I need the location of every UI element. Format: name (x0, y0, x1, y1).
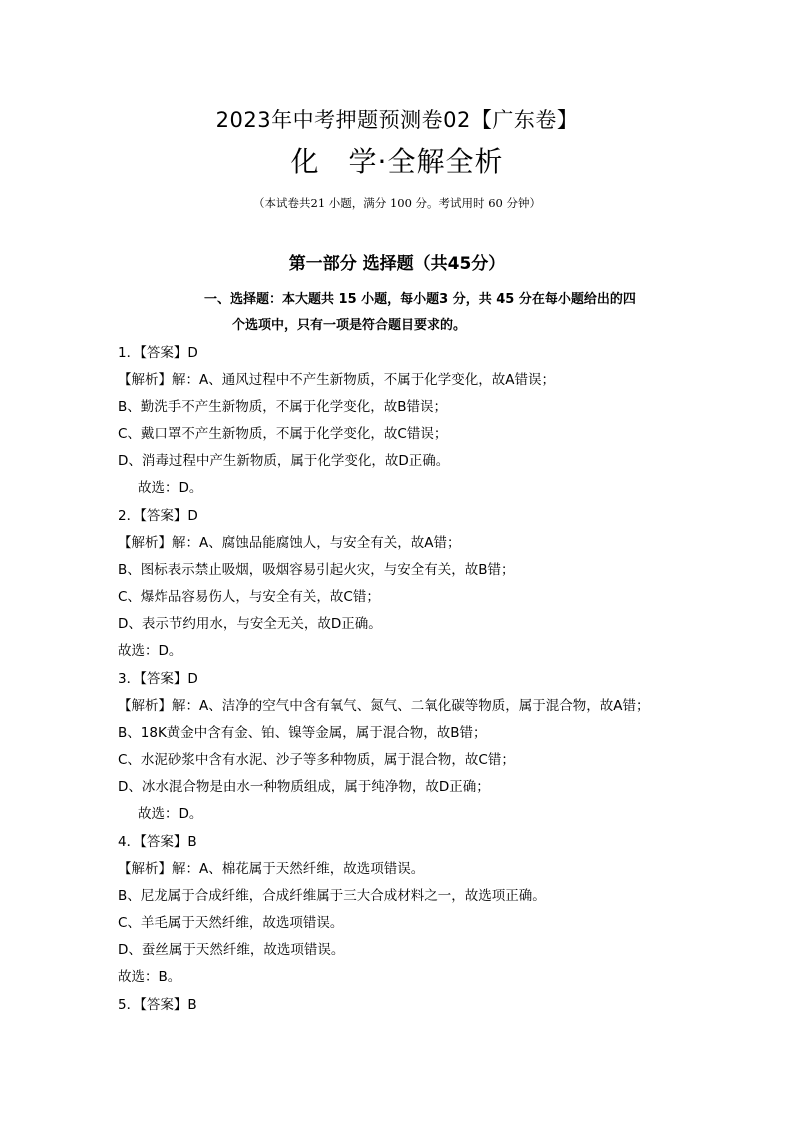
analysis-line: B、勤洗手不产生新物质，不属于化学变化，故B错误； (118, 399, 448, 415)
answer-line: 5．【答案】B (118, 997, 197, 1013)
choice-line: 故选：B。 (118, 969, 182, 985)
analysis-line: D、消毒过程中产生新物质，属于化学变化，故D正确。 (118, 453, 450, 469)
choice-line: 故选：D。 (138, 480, 203, 496)
answer-line: 4．【答案】B (118, 834, 197, 850)
exam-note: （本试卷共21 小题，满分 100 分。考试用时 60 分钟） (253, 196, 541, 210)
analysis-line: D、蚕丝属于天然纤维，故选项错误。 (118, 942, 345, 958)
page-subtitle: 化 学·全解全析 (290, 145, 504, 178)
analysis-line: 【解析】解：A、腐蚀品能腐蚀人，与安全有关，故A错； (118, 535, 461, 551)
analysis-line: C、爆炸品容易伤人，与安全有关，故C错； (118, 589, 380, 605)
analysis-line: B、图标表示禁止吸烟，吸烟容易引起火灾，与安全有关，故B错； (118, 562, 515, 578)
analysis-line: 【解析】解：A、棉花属于天然纤维，故选项错误。 (118, 861, 425, 877)
analysis-line: C、水泥砂浆中含有水泥、沙子等多种物质，属于混合物，故C错； (118, 752, 515, 768)
analysis-line: 【解析】解：A、通风过程中不产生新物质，不属于化学变化，故A错误； (118, 372, 555, 388)
answer-line: 3．【答案】D (118, 671, 198, 687)
answer-line: 1．【答案】D (118, 345, 198, 361)
analysis-line: D、表示节约用水，与安全无关，故D正确。 (118, 616, 382, 632)
choice-line: 故选：D。 (138, 806, 203, 822)
analysis-line: D、冰水混合物是由水一种物质组成，属于纯净物，故D正确； (118, 779, 490, 795)
page-title: 2023年中考押题预测卷02【广东卷】 (215, 108, 579, 132)
analysis-line: 【解析】解：A、洁净的空气中含有氧气、氮气、二氧化碳等物质，属于混合物，故A错； (118, 698, 650, 714)
instruction-line-1: 一、选择题：本大题共 15 小题，每小题3 分，共 45 分在每小题给出的四 (204, 292, 636, 307)
analysis-line: C、羊毛属于天然纤维，故选项错误。 (118, 915, 344, 931)
choice-line: 故选：D。 (118, 643, 183, 659)
instruction-line-2: 个选项中，只有一项是符合题目要求的。 (232, 318, 467, 333)
answer-line: 2．【答案】D (118, 508, 198, 524)
analysis-line: B、尼龙属于合成纤维，合成纤维属于三大合成材料之一，故选项正确。 (118, 888, 546, 904)
analysis-line: B、18K黄金中含有金、铂、镍等金属，属于混合物，故B错； (118, 725, 487, 741)
analysis-line: C、戴口罩不产生新物质，不属于化学变化，故C错误； (118, 426, 448, 442)
section-title: 第一部分 选择题（共45分） (288, 254, 506, 274)
